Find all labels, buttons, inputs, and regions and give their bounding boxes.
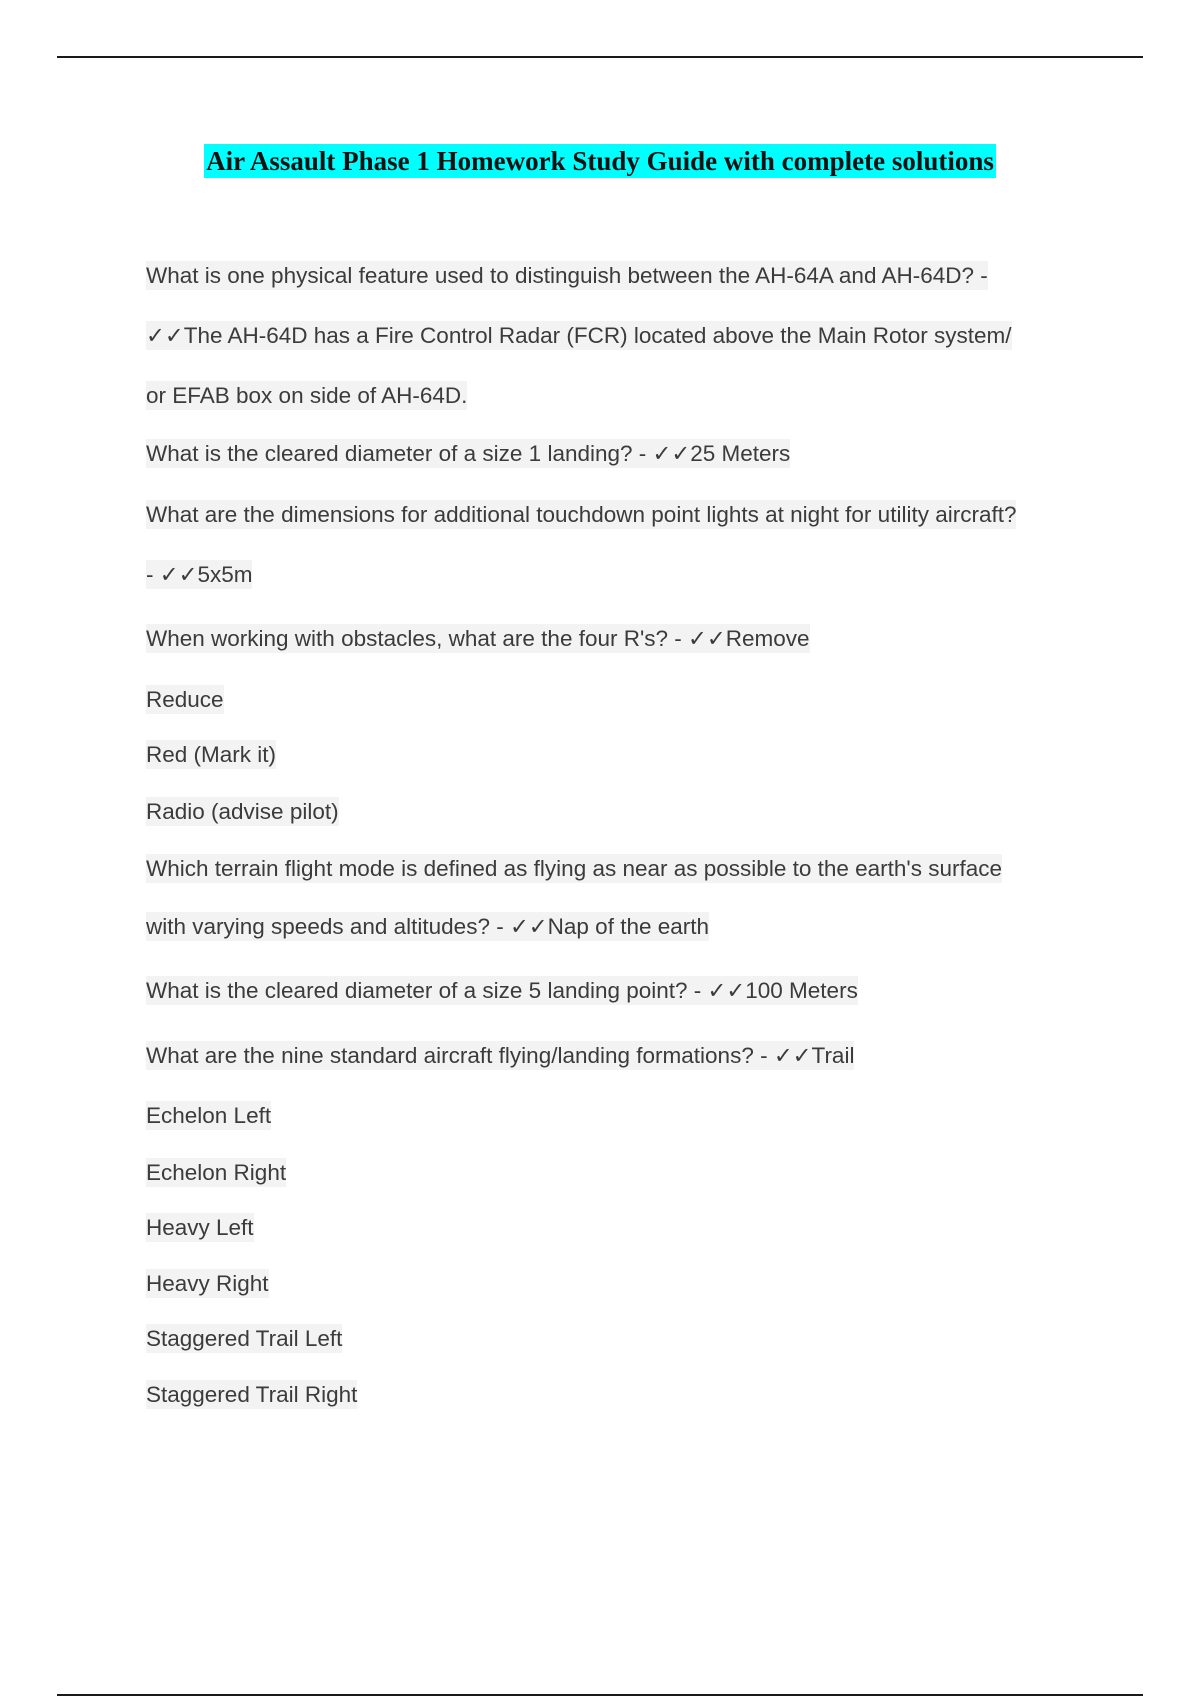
document-title: Air Assault Phase 1 Homework Study Guide with complete solutions <box>206 146 994 176</box>
list-item: Staggered Trail Left <box>146 1326 343 1351</box>
list-item: Echelon Left <box>146 1103 272 1128</box>
list-item: Staggered Trail Right <box>146 1382 358 1407</box>
answer-line: - ✓✓5x5m <box>146 562 253 587</box>
list-item: Red (Mark it) <box>146 742 277 767</box>
top-rule <box>57 56 1143 58</box>
question-line: What is the cleared diameter of a size 1 landing? - ✓✓25 Meters <box>146 441 791 466</box>
list-item: Reduce <box>146 687 224 712</box>
answer-line: or EFAB box on side of AH-64D. <box>146 383 468 408</box>
question-line: What are the dimensions for additional touchdown point lights at night for utility aircraft? <box>146 502 1017 527</box>
answer-line: ✓✓The AH-64D has a Fire Control Radar (FCR) located above the Main Rotor system/ <box>146 323 1012 348</box>
question-line: Which terrain flight mode is defined as flying as near as possible to the earth's surface <box>146 856 1002 881</box>
list-item: Heavy Right <box>146 1271 269 1296</box>
list-item: Heavy Left <box>146 1215 254 1240</box>
question-line: What is the cleared diameter of a size 5 landing point? - ✓✓100 Meters <box>146 978 858 1003</box>
list-item: Echelon Right <box>146 1160 287 1185</box>
question-line: When working with obstacles, what are the four R's? - ✓✓Remove <box>146 626 810 651</box>
question-line: What is one physical feature used to distinguish between the AH-64A and AH-64D? - <box>146 263 988 288</box>
list-item: Radio (advise pilot) <box>146 799 339 824</box>
question-line: with varying speeds and altitudes? - ✓✓Nap of the earth <box>146 914 710 939</box>
title-container <box>0 144 1200 178</box>
question-line: What are the nine standard aircraft flying/landing formations? - ✓✓Trail <box>146 1043 855 1068</box>
bottom-rule <box>57 1694 1143 1696</box>
